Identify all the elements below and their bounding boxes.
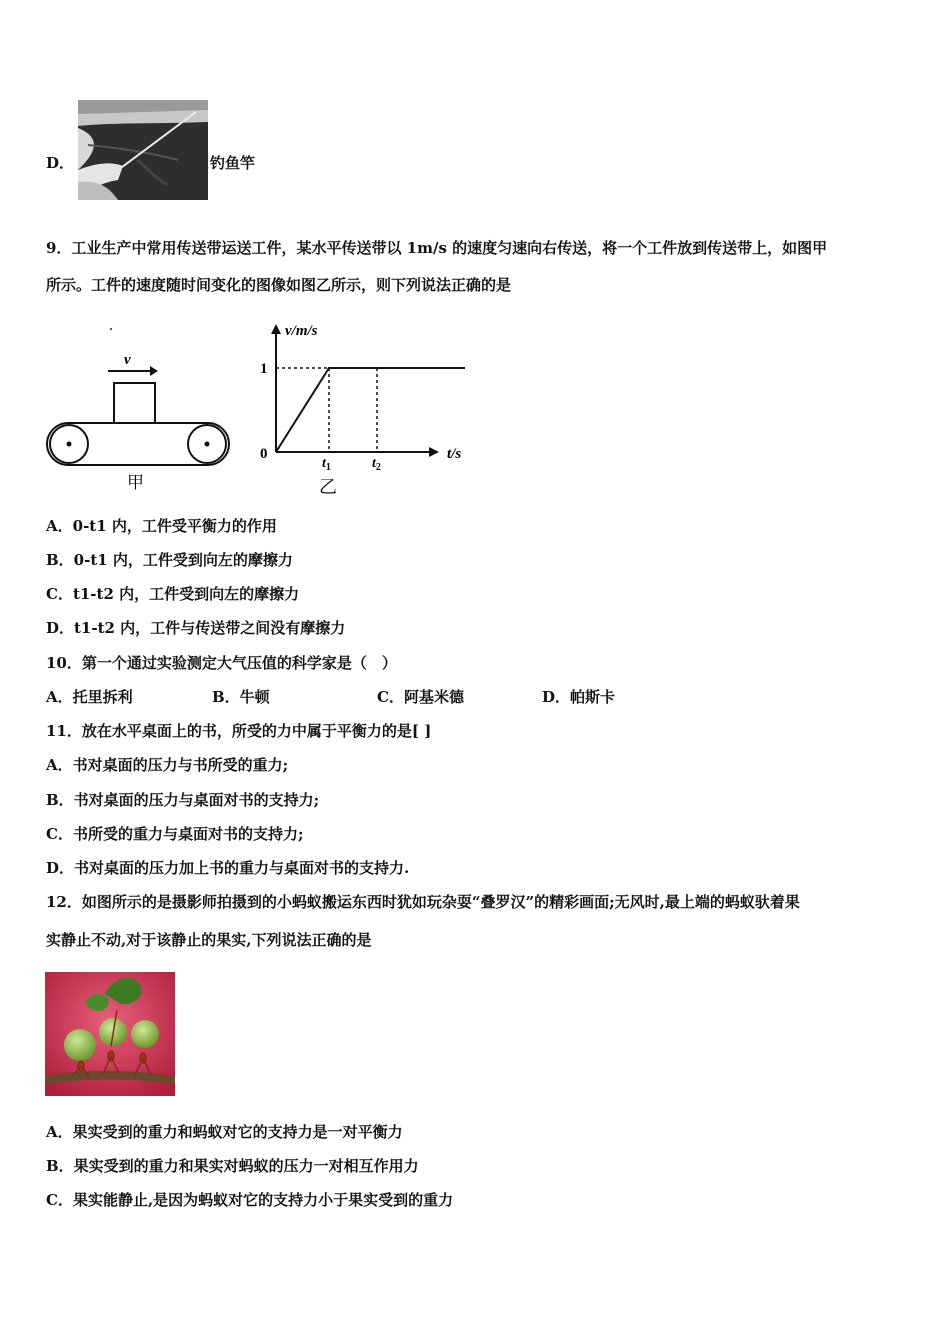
fishing-rod-photo-illustration (78, 100, 208, 200)
velocity-time-graph (255, 318, 470, 498)
q10-option-d: D．帕斯卡 (542, 688, 616, 706)
q10-option-a: A．托里拆利 (46, 688, 133, 706)
belt-arrow-label: v (124, 352, 131, 368)
q9-option-b: B．0-t1 内，工件受到向左的摩擦力 (46, 551, 293, 569)
q9-option-a: A．0-t1 内，工件受平衡力的作用 (46, 517, 277, 535)
x-axis-label: t/s (447, 446, 462, 462)
origin-label: 0 (260, 446, 268, 462)
q12-option-b: B．果实受到的重力和果实对蚂蚁的压力一对相互作用力 (46, 1157, 419, 1175)
q12-option-a: A．果实受到的重力和蚂蚁对它的支持力是一对平衡力 (46, 1123, 403, 1141)
figure-yi-caption: 乙 (319, 477, 337, 498)
fishing-rod-photo (78, 100, 208, 200)
q12-option-c: C．果实能静止,是因为蚂蚁对它的支持力小于果实受到的重力 (46, 1191, 454, 1209)
q10-stem: 10．第一个通过实验测定大气压值的科学家是（ ） (46, 654, 397, 672)
velocity-series-line (276, 368, 465, 452)
q8-option-d-letter: D． (46, 154, 75, 172)
y-tick-label: 1 (260, 361, 268, 377)
q11-stem: 11．放在水平桌面上的书，所受的力中属于平衡力的是[ ] (46, 722, 432, 740)
q9-stem-line2: 所示。工件的速度随时间变化的图像如图乙所示，则下列说法正确的是 (46, 276, 512, 294)
q10-option-c: C．阿基米德 (377, 688, 464, 706)
t2-tick-label: $t_2$ (372, 456, 381, 473)
q9-option-c: C．t1-t2 内，工件受到向左的摩擦力 (46, 585, 300, 603)
conveyor-belt-figure (40, 320, 240, 495)
q12-stem-line2: 实静止不动,对于该静止的果实,下列说法正确的是 (46, 931, 372, 949)
q12-stem-line1: 12．如图所示的是摄影师拍摄到的小蚂蚁搬运东西时犹如玩杂耍“叠罗汉”的精彩画面;无风时,最上端的蚂蚁驮着果 (46, 893, 800, 911)
q9-stem-line1: 9．工业生产中常用传送带运送工件，某水平传送带以 1m/s 的速度匀速向右传送，将一个工件放到传送带上，如图甲 (46, 239, 828, 257)
ants-carrying-fruit-photo (45, 972, 175, 1096)
q10-option-b: B．牛顿 (212, 688, 270, 706)
q11-option-a: A．书对桌面的压力与书所受的重力; (46, 756, 289, 774)
q11-option-b: B．书对桌面的压力与桌面对书的支持力; (46, 791, 320, 809)
q11-option-c: C．书所受的重力与桌面对书的支持力; (46, 825, 304, 843)
y-axis-label: v/m/s (285, 323, 318, 339)
workpiece-block (114, 383, 155, 423)
q9-option-d: D．t1-t2 内，工件与传送带之间没有摩擦力 (46, 619, 346, 637)
figure-jia-caption: 甲 (127, 473, 144, 493)
q11-option-d: D．书对桌面的压力加上书的重力与桌面对书的支持力. (46, 859, 410, 877)
ants-photo-illustration (45, 972, 175, 1096)
q8-option-d-text: 钓鱼竿 (210, 154, 256, 172)
t1-tick-label: $t_1$ (322, 456, 331, 473)
